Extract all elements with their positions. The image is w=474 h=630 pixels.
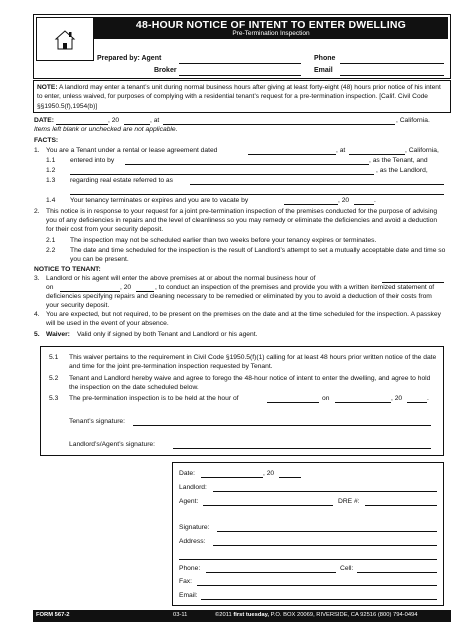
date-label: DATE: [34, 117, 54, 124]
broker-label: Broker [154, 67, 177, 74]
facts-heading: FACTS: [34, 137, 59, 144]
house-icon [37, 18, 93, 60]
sig-fax-label: Fax: [179, 578, 193, 585]
property-field[interactable] [190, 184, 444, 185]
copyright [215, 612, 418, 618]
date-year-prefix: , 20 [108, 117, 120, 124]
waiver-end: . [427, 395, 429, 402]
sig-phone-label: Phone: [179, 565, 201, 572]
footer-bar [33, 610, 451, 622]
item-1-1-text: entered into by [70, 157, 115, 164]
note-box [33, 80, 451, 113]
date-at-text: , at [150, 117, 160, 124]
item-1-number: 1. [34, 147, 40, 154]
form-subtitle: Pre-Termination Inspection [232, 30, 310, 37]
item-1-4-end: . [374, 197, 376, 204]
email-label: Email [314, 67, 333, 74]
phone-field[interactable] [340, 63, 444, 64]
waiver-on: on [322, 395, 330, 402]
sig-address-label: Address: [179, 538, 206, 545]
item-2-2-number: 2.2 [46, 247, 56, 254]
prepared-by-label: Prepared by: Agent [97, 55, 162, 62]
note-label: NOTE: [37, 84, 58, 91]
waiver-date-field[interactable] [335, 402, 391, 403]
sig-agent-label: Agent: [179, 498, 199, 505]
waiver-label: Waiver: [46, 331, 70, 338]
item-1-4-twenty: , 20 [338, 197, 350, 204]
broker-field[interactable] [179, 75, 301, 76]
sig-dre-label: DRE #: [338, 498, 360, 505]
sig-signature-field[interactable] [217, 531, 437, 532]
date-location-field[interactable] [163, 124, 395, 125]
item-1-text: You are a Tenant under a rental or lease agreement dated [46, 147, 218, 154]
waiver-5-3-text: The pre-termination inspection is to be held at the hour of [69, 395, 239, 402]
item-3-on: on [46, 284, 54, 291]
waiver-hour-field[interactable] [267, 402, 319, 403]
property-field-line-2[interactable] [70, 194, 444, 195]
agent-field[interactable] [179, 63, 301, 64]
house-logo [36, 17, 94, 61]
phone-label: Phone [314, 55, 336, 62]
item-1-2-number: 1.2 [46, 167, 56, 174]
sig-signature-label: Signature: [179, 524, 210, 531]
sig-phone-field[interactable] [206, 572, 336, 573]
waiver-5-2-text: Tenant and Landlord hereby waive and agree to forego the 48-hour notice of intent to enter the dwelling, and agree to hold the inspection on the date scheduled below. [69, 375, 431, 391]
publisher-address: P.O. BOX 20069, RIVERSIDE, CA 92516 (800) 794-0494 [270, 612, 418, 618]
waiver-5-1-text: This waiver pertains to the requirement in Civil Code §1950.5(f)(1) calling for at least 48 hours prior written notice of the date and time for the joint pre-termination inspection requested by Tenant. [69, 354, 437, 370]
items-blank-note: Items left blank or unchecked are not applicable. [34, 126, 178, 133]
item-5-number: 5. [34, 331, 40, 338]
note-body: A landlord may enter a tenant’s unit during normal business hours after giving at least forty-eight (48) hours prior notice of his intent to enter, unless waived, for purposes of complying with a residential tenant’s request for a pre-termination inspection. [Calif. Civil Code §§1950.5(f),1954(b)] [37, 84, 441, 110]
waiver-year-field[interactable] [407, 402, 427, 403]
waiver-5-3-number: 5.3 [49, 395, 59, 402]
tenant-signature-field[interactable] [133, 425, 431, 426]
item-1-3-text: regarding real estate referred to as [70, 177, 173, 184]
landlord-name-field[interactable] [70, 174, 374, 175]
signature-block [172, 462, 444, 606]
form-title: 48-HOUR NOTICE OF INTENT TO ENTER DWELLING [135, 19, 407, 31]
waiver-twenty: , 20 [391, 395, 403, 402]
sig-year-field[interactable] [279, 477, 301, 478]
agreement-location-field[interactable] [349, 154, 405, 155]
sig-landlord-label: Landlord: [179, 484, 207, 491]
note-text [37, 83, 447, 111]
item-1-1-end: , as the Tenant, and [369, 157, 428, 164]
item-3-twenty: , 20 [120, 284, 132, 291]
sig-dre-field[interactable] [365, 505, 437, 506]
item-2-number: 2. [34, 208, 40, 215]
vacate-date-field[interactable] [284, 204, 338, 205]
item-1-california: , California, [405, 147, 439, 154]
publisher-name: first tuesday, [233, 612, 270, 618]
sig-address-field[interactable] [213, 545, 437, 546]
item-1-2-end: , as the Landlord, [376, 167, 428, 174]
form-revision-date: 03-11 [173, 612, 188, 618]
form-header [33, 14, 451, 79]
title-bar [94, 17, 448, 39]
sig-fax-field[interactable] [197, 585, 437, 586]
sig-date-twenty: , 20 [263, 470, 275, 477]
notice-heading: NOTICE TO TENANT: [34, 266, 101, 273]
item-1-4-number: 1.4 [46, 197, 56, 204]
item-2-text: This notice is in response to your request for a joint pre-termination inspection of the premises conducted for the purpose of advising you of any deficiencies in repairs and the level of cleanliness so you may remedy or eliminate the deficiencies and avoid a deduction for their cost from your security deposit. [46, 208, 438, 233]
tenant-signature-label: Tenant’s signature: [69, 418, 126, 425]
item-4-number: 4. [34, 311, 40, 318]
item-3-text-a: Landlord or his agent will enter the above premises at or about the normal business hour of [46, 275, 316, 282]
tenant-name-field[interactable] [125, 164, 369, 165]
sig-agent-field[interactable] [203, 505, 333, 506]
item-1-3-number: 1.3 [46, 177, 56, 184]
sig-email-label: Email: [179, 592, 198, 599]
sig-email-field[interactable] [201, 599, 437, 600]
landlord-signature-field[interactable] [173, 448, 431, 449]
form-number: FORM 567-2 [36, 612, 70, 618]
sig-address-field-line-2[interactable] [179, 559, 437, 560]
item-2-1-number: 2.1 [46, 237, 56, 244]
item-2-2-text: The date and time scheduled for the inspection is the result of Landlord’s attempt to set a mutually acceptable date and time so you can be present. [70, 247, 446, 263]
item-3-number: 3. [34, 275, 40, 282]
sig-landlord-field[interactable] [213, 491, 437, 492]
item-1-at: , at [336, 147, 346, 154]
waiver-5-1-number: 5.1 [49, 354, 59, 361]
item-4-text: You are expected, but not required, to be present on the premises on the date and at the time scheduled for the inspection. A passkey will be used in the event of your absence. [46, 311, 441, 327]
sig-date-field[interactable] [201, 477, 263, 478]
item-1-1-number: 1.1 [46, 157, 56, 164]
landlord-signature-label: Landlord’s/Agent’s signature: [69, 441, 156, 448]
waiver-intro-text: Valid only if signed by both Tenant and Landlord or his agent. [77, 331, 258, 338]
item-2-1-text: The inspection may not be scheduled earlier than two weeks before your tenancy expires or terminates. [70, 237, 377, 244]
vacate-year-field[interactable] [354, 204, 374, 205]
item-1-4-text: Your tenancy terminates or expires and you are to vacate by [70, 197, 249, 204]
email-field[interactable] [340, 75, 444, 76]
item-3-text-d: , to conduct an inspection of the premises and provide you with a written itemized statement of deficiencies specifying repairs and cleaning necessary to be remedied or eliminated by you to avoid a deduction of their costs from your security deposit. [46, 284, 435, 309]
waiver-box [40, 346, 444, 456]
copyright-year: ©2011 [215, 612, 232, 618]
sig-date-label: Date: [179, 470, 195, 477]
sig-cell-field[interactable] [357, 572, 437, 573]
agreement-date-field[interactable] [248, 154, 336, 155]
sig-cell-label: Cell: [340, 565, 354, 572]
waiver-5-2-number: 5.2 [49, 375, 59, 382]
date-california-text: , California. [396, 117, 430, 124]
